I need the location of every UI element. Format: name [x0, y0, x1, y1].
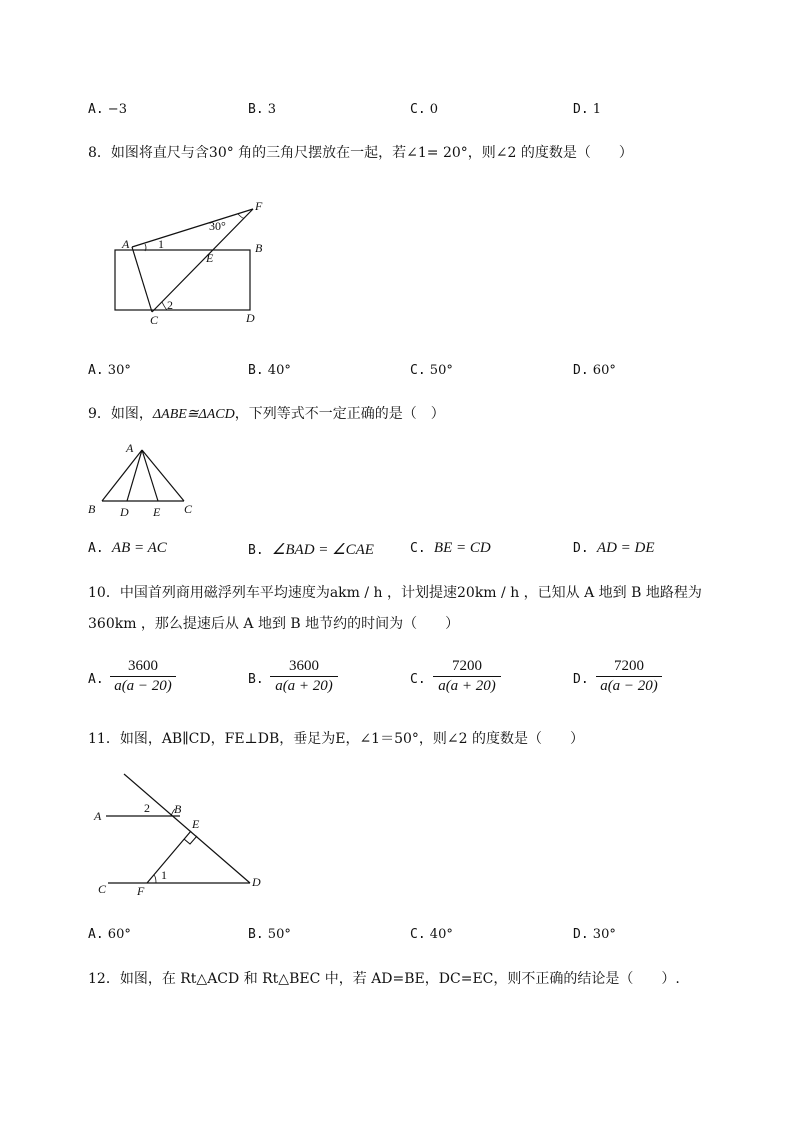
q8-label-2: 2 [167, 298, 173, 312]
q9-label-b: B [88, 502, 96, 516]
q7-option-b: B. 3 [248, 102, 277, 117]
q8-label-d: D [246, 311, 255, 325]
q11-label-a: A [94, 809, 102, 823]
q8-label-f: F [255, 199, 263, 213]
q10-stem-line1: 10．中国首列商用磁浮列车平均速度为akm / h ，计划提速20km / h ，已知从 A 地到 B 地路程为 [88, 585, 702, 601]
q11-figure [88, 765, 268, 900]
q8-figure [105, 192, 275, 332]
q10-stem-line2: 360km ，那么提速后从 A 地到 B 地节约的时间为（ ） [88, 616, 460, 632]
q11-label-b: B [174, 802, 182, 816]
q8-label-c: C [150, 313, 159, 327]
q9-option-a: A. AB = AC [88, 540, 167, 556]
q7-option-a: A. −3 [88, 102, 127, 117]
q11-label-2: 2 [144, 801, 150, 815]
q9-label-c: C [184, 502, 193, 516]
q8-label-a: A [122, 237, 130, 251]
q11-label-c: C [98, 882, 107, 896]
q8-option-c: C. 50° [410, 363, 453, 378]
q9-label-e: E [153, 505, 161, 519]
q9-label-d: D [120, 505, 129, 519]
q7-option-c: C. 0 [410, 102, 439, 117]
q10-option-a-key: A. [88, 672, 104, 687]
q11-stem: 11．如图，AB∥CD，FE⊥DB，垂足为E，∠1＝50°，则∠2 的度数是（ ） [88, 731, 584, 747]
q10-option-b-fraction: 3600 a(a + 20) [270, 658, 338, 695]
q11-option-d: D. 30° [573, 927, 616, 942]
q9-option-b: B. ∠BAD = ∠CAE [248, 542, 374, 558]
q8-option-a: A. 30° [88, 363, 131, 378]
q7-option-d: D. 1 [573, 102, 602, 117]
q8-label-b: B [255, 241, 263, 255]
q9-option-d: D. AD = DE [573, 540, 655, 556]
q10-option-c-fraction: 7200 a(a + 20) [433, 658, 501, 695]
q9-stem: 9．如图，ΔABE≅ΔACD，下列等式不一定正确的是（ ） [88, 406, 445, 422]
q9-figure [82, 438, 202, 523]
q11-label-f: F [137, 884, 145, 898]
q9-label-a: A [126, 441, 134, 455]
q11-label-1: 1 [161, 868, 167, 882]
q10-option-d-fraction: 7200 a(a − 20) [596, 658, 662, 695]
q8-stem: 8．如图将直尺与含30° 角的三角尺摆放在一起，若∠1= 20°，则∠2 的度数是（ ） [88, 145, 633, 161]
q9-option-c: C. BE = CD [410, 540, 491, 556]
q8-option-b: B. 40° [248, 363, 291, 378]
q11-label-d: D [252, 875, 261, 889]
q11-option-b: B. 50° [248, 927, 291, 942]
q8-label-1: 1 [158, 237, 164, 251]
q12-stem: 12．如图，在 Rt△ACD 和 Rt△BEC 中，若 AD=BE，DC=EC，则不正确的结论是（ ）. [88, 971, 680, 987]
q11-option-c: C. 40° [410, 927, 453, 942]
q8-label-e: E [206, 251, 214, 265]
q8-option-d: D. 60° [573, 363, 616, 378]
q10-option-c-key: C. [410, 672, 426, 687]
q11-label-e: E [192, 817, 200, 831]
q10-option-a-fraction: 3600 a(a − 20) [110, 658, 176, 695]
q11-option-a: A. 60° [88, 927, 131, 942]
q10-option-d-key: D. [573, 672, 589, 687]
q8-label-30: 30° [209, 219, 226, 233]
q10-option-b-key: B. [248, 672, 264, 687]
